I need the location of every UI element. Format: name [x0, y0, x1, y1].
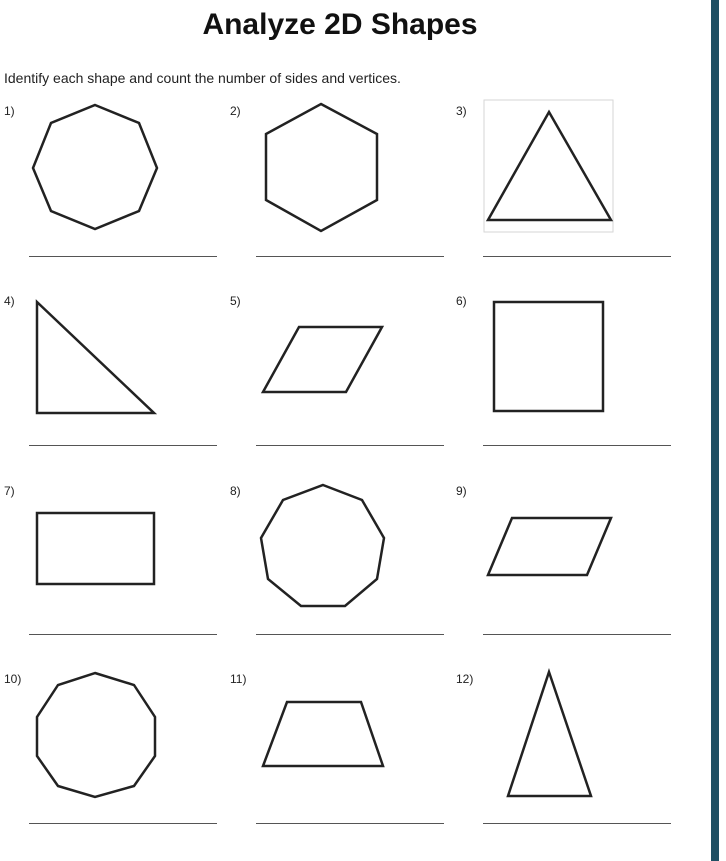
answer-line-1[interactable] — [29, 256, 217, 257]
shape-triangle-12 — [508, 672, 591, 796]
answer-line-2[interactable] — [256, 256, 444, 257]
problem-number-8: 8) — [230, 484, 241, 498]
answer-line-8[interactable] — [256, 634, 444, 635]
problem-number-1: 1) — [4, 104, 15, 118]
shape-3-frame — [484, 100, 613, 232]
shape-parallelogram-9 — [488, 518, 611, 575]
shape-octagon-1 — [33, 105, 157, 229]
problem-number-11: 11) — [230, 672, 247, 686]
shape-triangle-3 — [488, 112, 611, 220]
shape-trapezoid-11 — [263, 702, 383, 766]
problem-number-10: 10) — [4, 672, 22, 686]
problem-number-9: 9) — [456, 484, 467, 498]
shape-square-6 — [494, 302, 603, 411]
worksheet-instructions: Identify each shape and count the number of sides and vertices. — [4, 70, 401, 86]
answer-line-3[interactable] — [483, 256, 671, 257]
answer-line-9[interactable] — [483, 634, 671, 635]
shape-nonagon-8 — [261, 485, 384, 606]
shape-right-triangle-4 — [37, 302, 154, 413]
worksheet-title: Analyze 2D Shapes — [202, 8, 478, 41]
problem-number-3: 3) — [456, 104, 467, 118]
answer-line-11[interactable] — [256, 823, 444, 824]
problem-number-6: 6) — [456, 294, 467, 308]
problem-number-7: 7) — [4, 484, 15, 498]
answer-line-6[interactable] — [483, 445, 671, 446]
answer-line-12[interactable] — [483, 823, 671, 824]
shape-hexagon-2 — [266, 104, 377, 231]
problem-number-4: 4) — [4, 294, 15, 308]
answer-line-4[interactable] — [29, 445, 217, 446]
shape-parallelogram-5 — [263, 327, 382, 392]
answer-line-7[interactable] — [29, 634, 217, 635]
shape-rectangle-7 — [37, 513, 154, 584]
problem-number-5: 5) — [230, 294, 241, 308]
problem-number-12: 12) — [456, 672, 474, 686]
problem-number-2: 2) — [230, 104, 241, 118]
shape-decagon-10 — [37, 673, 155, 797]
answer-line-10[interactable] — [29, 823, 217, 824]
answer-line-5[interactable] — [256, 445, 444, 446]
